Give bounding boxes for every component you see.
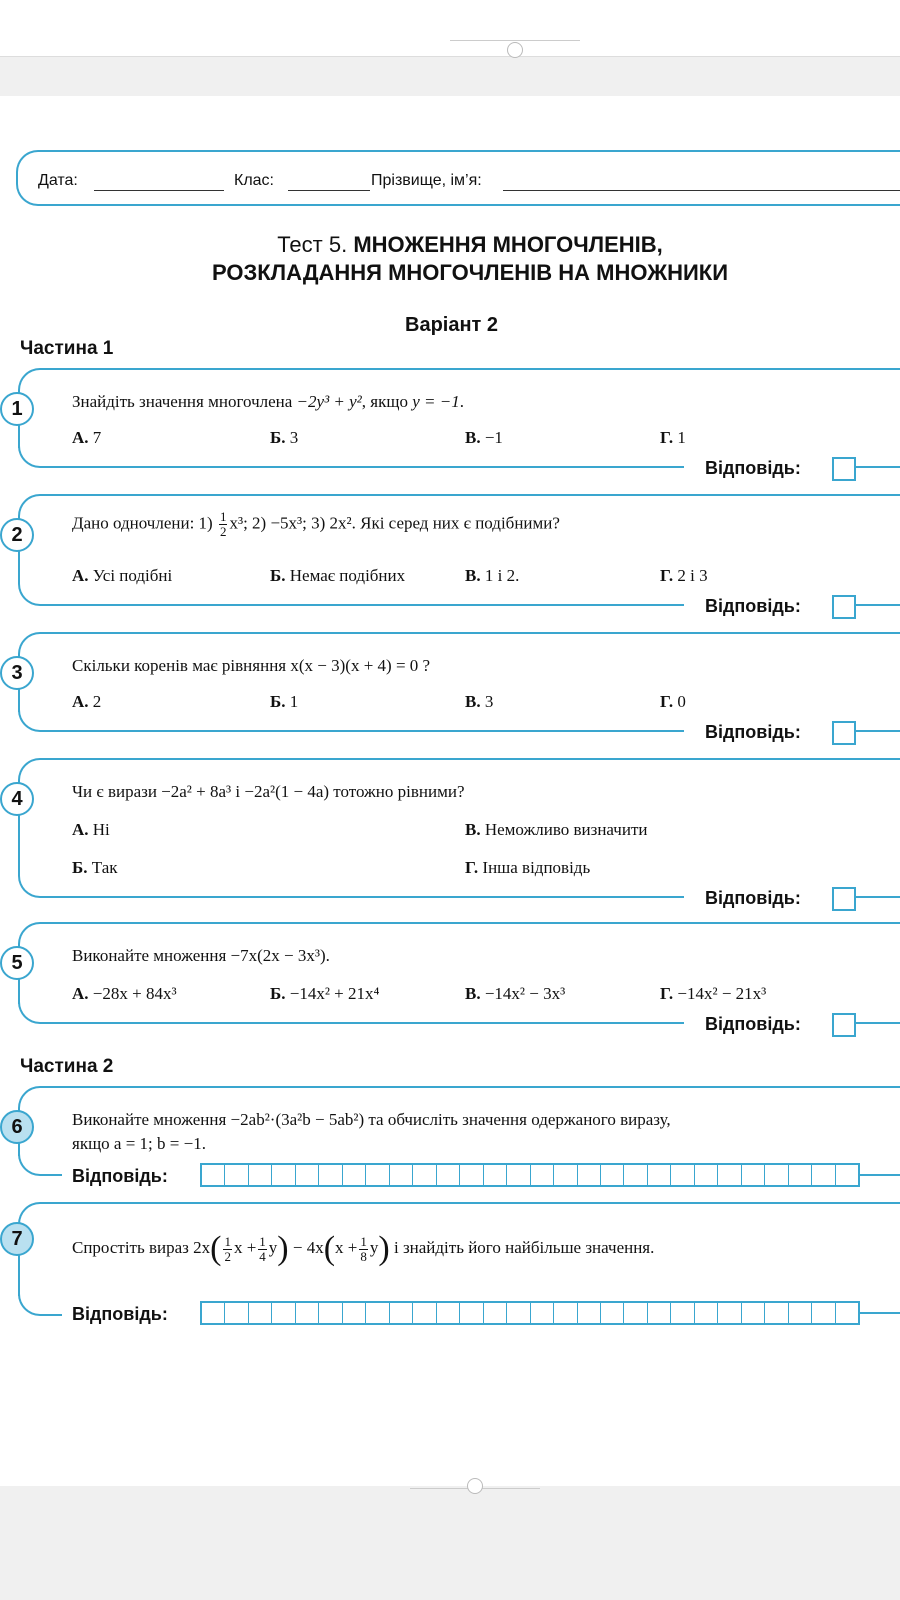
q5-option-b[interactable]: Б. −14x² + 21x⁴ <box>270 984 380 1003</box>
question-5-number: 5 <box>0 946 34 980</box>
top-crop-mark-icon <box>507 42 523 58</box>
q4-answer-label: Відповідь: <box>705 888 801 908</box>
question-4-text: Чи є вирази −2a² + 8a³ і −2a²(1 − 4a) тотожно рівними? <box>72 782 465 801</box>
q4-bottom-line <box>40 896 684 898</box>
q3-option-b[interactable]: Б. 1 <box>270 692 299 711</box>
q3-answer-line <box>856 730 900 732</box>
q3-bottom-line <box>40 730 684 732</box>
part2-heading: Частина 2 <box>20 1056 114 1077</box>
test-title-line1: Тест 5. МНОЖЕННЯ МНОГОЧЛЕНІВ, <box>277 232 663 257</box>
name-label: Прізвище, ім’я: <box>371 172 482 189</box>
q3-option-a[interactable]: А. 2 <box>72 692 102 711</box>
variant-label: Варіант 2 <box>405 314 499 336</box>
q5-answer-box[interactable] <box>832 1013 856 1037</box>
top-page-strip <box>0 0 900 57</box>
question-5-text: Виконайте множення −7x(2x − 3x³). <box>72 946 330 965</box>
q5-bottom-line <box>40 1022 684 1024</box>
student-info-header <box>16 150 900 206</box>
q4-answer-line <box>856 896 900 898</box>
q5-answer-line <box>856 1022 900 1024</box>
q2-option-b[interactable]: Б. Немає подібних <box>270 566 406 585</box>
q5-option-c[interactable]: В. −14x² − 3x³ <box>465 984 566 1003</box>
date-label: Дата: <box>38 172 78 189</box>
q4-option-b[interactable]: Б. Так <box>72 858 118 877</box>
q6-bottom-line <box>40 1174 62 1176</box>
q3-option-d[interactable]: Г. 0 <box>660 692 686 711</box>
question-4-number: 4 <box>0 782 34 816</box>
date-field[interactable] <box>94 190 224 191</box>
question-2-number: 2 <box>0 518 34 552</box>
q4-answer-box[interactable] <box>832 887 856 911</box>
q6-answer-line <box>860 1174 900 1176</box>
class-field[interactable] <box>288 190 370 191</box>
q1-option-c[interactable]: В. −1 <box>465 428 503 447</box>
q7-answer-cells[interactable] <box>200 1301 860 1325</box>
q2-answer-label: Відповідь: <box>705 596 801 616</box>
question-6-text-line2: якщо a = 1; b = −1. <box>72 1134 206 1153</box>
q5-option-d[interactable]: Г. −14x² − 21x³ <box>660 984 767 1003</box>
part1-heading: Частина 1 <box>20 338 114 359</box>
q7-answer-line <box>860 1312 900 1314</box>
q1-option-b[interactable]: Б. 3 <box>270 428 299 447</box>
q1-answer-line <box>856 466 900 468</box>
q2-answer-line <box>856 604 900 606</box>
top-page-mark <box>450 40 580 41</box>
q2-option-a[interactable]: А. Усі подібні <box>72 566 173 585</box>
q5-option-a[interactable]: А. −28x + 84x³ <box>72 984 177 1003</box>
question-6-text-line1: Виконайте множення −2ab²·(3a²b − 5ab²) та обчисліть значення одержаного виразу, <box>72 1110 671 1129</box>
question-1-text: Знайдіть значення многочлена −2y³ + y², якщо y = −1. <box>72 392 464 411</box>
question-6-number: 6 <box>0 1110 34 1144</box>
question-7-text: Спростіть вираз 2x( $\frac{1}{2}$ x + $\frac{1}{4}$ y) − 4x(x + $\frac{1}{8}$ y) і знайдіть його найбільше значення. <box>72 1230 655 1267</box>
q4-option-d[interactable]: Г. Інша відповідь <box>465 858 591 877</box>
question-3-number: 3 <box>0 656 34 690</box>
q1-answer-label: Відповідь: <box>705 458 801 478</box>
q3-answer-box[interactable] <box>832 721 856 745</box>
q6-answer-cells[interactable] <box>200 1163 860 1187</box>
q1-option-a[interactable]: А. 7 <box>72 428 102 447</box>
question-3-text: Скільки коренів має рівняння x(x − 3)(x + 4) = 0 ? <box>72 656 431 675</box>
name-field[interactable] <box>503 190 900 191</box>
q3-answer-label: Відповідь: <box>705 722 801 742</box>
q3-option-c[interactable]: В. 3 <box>465 692 494 711</box>
question-2-text: Дано одночлени: 1) $\frac{1}{2}$ x³; 2) −5x³; 3) 2x². Які серед них є подібними? <box>72 509 560 539</box>
q2-bottom-line <box>40 604 684 606</box>
bottom-crop-mark-icon <box>467 1478 483 1494</box>
q1-option-d[interactable]: Г. 1 <box>660 428 686 447</box>
q2-option-c[interactable]: В. 1 і 2. <box>465 566 520 585</box>
q1-bottom-line <box>40 466 684 468</box>
q7-answer-label: Відповідь: <box>72 1304 168 1324</box>
q4-option-c[interactable]: В. Неможливо визначити <box>465 820 648 839</box>
class-label: Клас: <box>234 172 274 189</box>
question-4-frame <box>18 758 900 876</box>
test-title-line2: РОЗКЛАДАННЯ МНОГОЧЛЕНІВ НА МНОЖНИКИ <box>211 260 729 285</box>
question-7-number: 7 <box>0 1222 34 1256</box>
q1-answer-box[interactable] <box>832 457 856 481</box>
q2-option-d[interactable]: Г. 2 і 3 <box>660 566 708 585</box>
q5-answer-label: Відповідь: <box>705 1014 801 1034</box>
q7-bottom-line <box>40 1314 62 1316</box>
q4-option-a[interactable]: А. Ні <box>72 820 110 839</box>
question-1-number: 1 <box>0 392 34 426</box>
q6-answer-label: Відповідь: <box>72 1166 168 1186</box>
q2-answer-box[interactable] <box>832 595 856 619</box>
